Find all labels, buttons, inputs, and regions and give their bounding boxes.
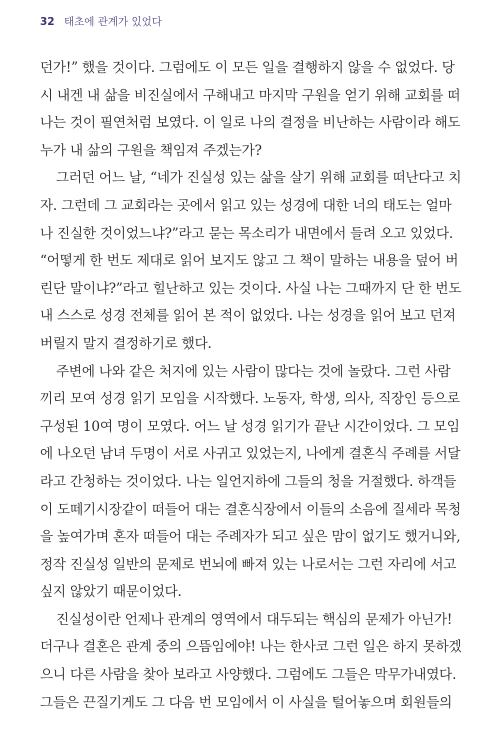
text-line: 린단 말이냐?”라고 힐난하고 있는 것이다. 사실 나는 그때까지 단 한 번도 [40, 280, 462, 297]
body-text [40, 55, 480, 717]
chapter-title: 태초에 관계가 있었다 [63, 16, 162, 28]
text-line: 으니 다른 사람을 찾아 보라고 사양했다. 그럼에도 그들은 막무가내였다. [40, 667, 457, 684]
running-head [40, 14, 162, 32]
text-line: “어떻게 한 번도 제대로 읽어 보지도 않고 그 책이 말하는 내용을 덮어 버 [40, 253, 459, 270]
text-line: 나 진실한 것이었느냐?”라고 묻는 목소리가 내면에서 들려 오고 있었다. [40, 225, 454, 242]
text-line: 자. 그런데 그 교회라는 곳에서 읽고 있는 성경에 대한 너의 태도는 얼마 [40, 197, 452, 214]
text-line: 내 스스로 성경 전체를 읽어 본 적이 없었다. 나는 성경을 읽어 보고 던져 [40, 308, 456, 325]
text-line: 그러던 어느 날, “네가 진실성 있는 삶을 살기 위해 교회를 떠난다고 치 [56, 170, 462, 187]
text-line: 누가 내 삶의 구원을 책임져 주겠는가? [40, 142, 262, 159]
text-line: 주변에 나와 같은 처지에 있는 사람이 많다는 것에 놀랐다. 그런 사람 [56, 363, 451, 380]
text-line: 그들은 끈질기게도 그 다음 번 모임에서 이 사실을 털어놓으며 회원들의 [40, 694, 453, 711]
text-line: 더구나 결혼은 관계 중의 으뜸임에야! 나는 한사코 그런 일은 하지 못하겠 [40, 639, 462, 656]
text-line: 에 나오던 남녀 두명이 서로 사귀고 있었는지, 나에게 결혼식 주례를 서달 [40, 446, 461, 463]
text-line: 버릴지 말지 결정하기로 했다. [40, 335, 212, 352]
text-line: 시 내겐 내 삶을 비진실에서 구해내고 마지막 구원을 얻기 위해 교회를 떠 [40, 87, 461, 104]
text-line: 던가!” 했을 것이다. 그럼에도 이 모든 일을 결행하지 않을 수 없었다. 당 [40, 60, 455, 76]
text-line: 을 높여가며 혼자 떠들어 대는 주례자가 되고 싶은 맘이 없기도 했거니와, [40, 529, 461, 546]
text-line: 진실성이란 언제나 관계의 영역에서 대두되는 핵심의 문제가 아닌가! [56, 611, 453, 628]
text-line: 나는 것이 필연처럼 보였다. 이 일로 나의 결정을 비난하는 사람이라 해도 [40, 115, 461, 132]
text-line: 싶지 않았기 때문이었다. [40, 584, 182, 601]
text-line: 정작 진실성 일반의 문제로 번뇌에 빠져 있는 나로서는 그런 자리에 서고 [40, 556, 457, 573]
text-line: 이 도떼기시장같이 떠들어 대는 결혼식장에서 이들의 소음에 질세라 목청 [40, 501, 461, 518]
text-line: 끼리 모여 성경 읽기 모임을 시작했다. 노동자, 학생, 의사, 직장인 등으로 [40, 391, 460, 408]
text-line: 구성된 10여 명이 모였다. 어느 날 성경 읽기가 끝난 시간이었다. 그 모임 [40, 418, 460, 435]
text-line: 라고 간청하는 것이었다. 나는 일언지하에 그들의 청을 거절했다. 하객들 [40, 473, 457, 490]
page-number: 32 [40, 16, 55, 28]
